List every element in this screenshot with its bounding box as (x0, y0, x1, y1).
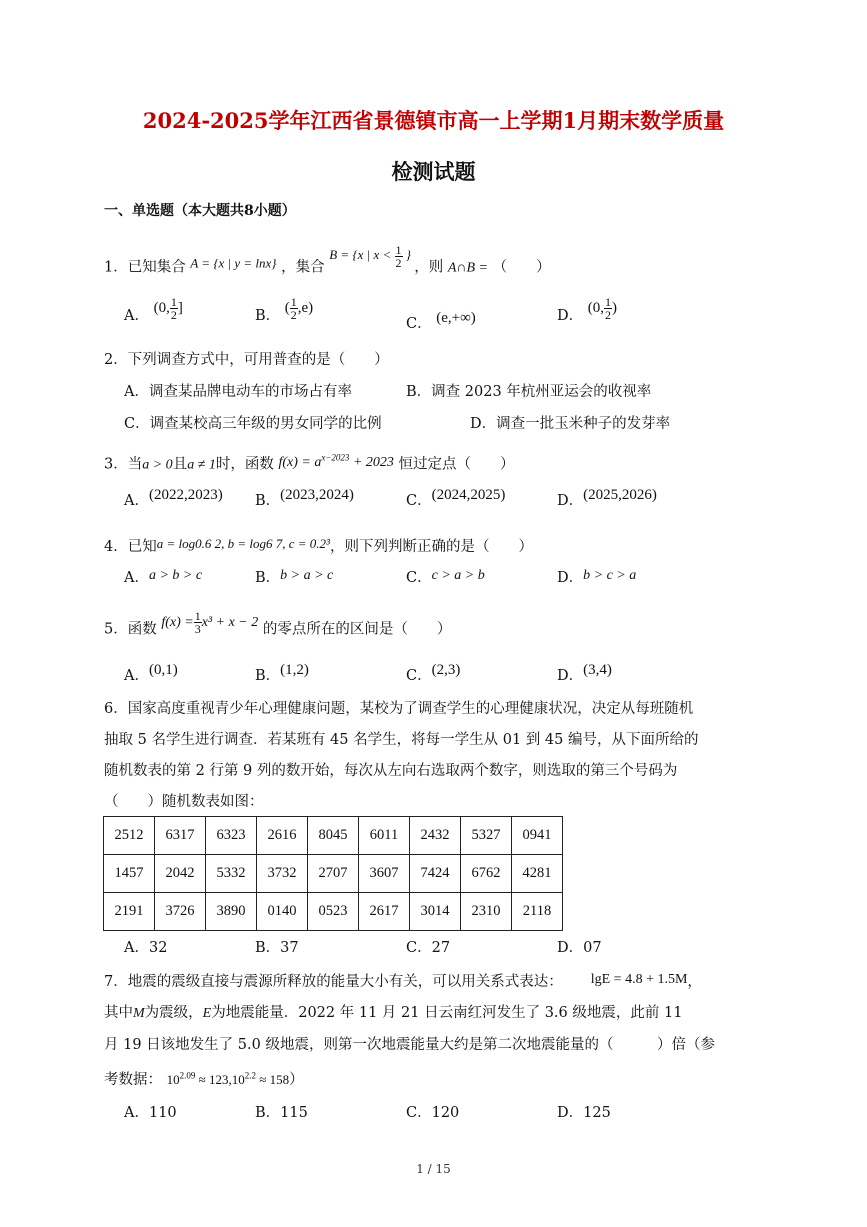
option-value (284, 295, 314, 322)
option-value: c > a > b (431, 568, 485, 583)
q6-line-1: 6．国家高度重视青少年心理健康问题，某校为了调查学生的心理健康状况，决定从每班随机 (104, 701, 694, 717)
table-cell: 6323 (206, 817, 257, 855)
q7-option-d (557, 1101, 611, 1122)
option-label: D． (557, 570, 584, 586)
option-label: D． (557, 940, 584, 956)
option-value: 32 (148, 940, 168, 956)
q7-text-2a: 其中 (104, 1005, 133, 1021)
table-cell: 3014 (410, 893, 461, 931)
q1-option-c (406, 310, 476, 333)
q4-option-d (557, 566, 636, 587)
q3-text-2: 且 (172, 456, 188, 473)
table-cell: 2707 (308, 855, 359, 893)
q7-ref2-base: 10 (231, 1072, 245, 1087)
q7-line-4 (104, 1068, 304, 1089)
q1-set-b-fraction (395, 244, 403, 269)
option-label: B． (255, 307, 281, 324)
q1-set-b-num: 1 (395, 243, 402, 257)
option-value (153, 295, 183, 322)
q5-text-2: 的零点所在的区间是（ ） (262, 621, 452, 638)
table-cell: 5332 (206, 855, 257, 893)
q3-option-c (406, 487, 505, 510)
table-cell: 2432 (410, 817, 461, 855)
q5-text-1: 5．函数 (104, 621, 157, 638)
option-label: C． (406, 1105, 432, 1121)
q3-fn: f(x) = a (278, 454, 322, 470)
question-5 (104, 610, 451, 639)
option-label: B． (255, 493, 281, 509)
q7-ref2-val: ≈ 158 (259, 1072, 290, 1087)
q2-option-a: A．调查某品牌电动车的市场占有率 (124, 384, 352, 400)
table-cell: 2512 (104, 817, 155, 855)
q7-option-a (124, 1101, 177, 1122)
option-label: A． (124, 570, 149, 586)
q1-set-b-den: 2 (395, 256, 402, 270)
q1-stem-c: ，则 (414, 259, 444, 276)
option-label: B． (255, 668, 281, 684)
option-label: B． (255, 940, 281, 956)
q6-line-4: （ ）随机数表如图： (104, 794, 264, 810)
q6-option-a (124, 936, 167, 957)
table-cell: 2616 (257, 817, 308, 855)
q1-d-num: 1 (605, 295, 611, 309)
q1-set-a: A = {x | y = lnx} (190, 255, 277, 271)
option-value: b > a > c (280, 568, 334, 583)
q6-option-d (557, 936, 602, 957)
table-cell: 4281 (512, 855, 563, 893)
page-subtitle: 检测试题 (391, 159, 476, 184)
q7-ref2-exp: 2.2 (244, 1070, 256, 1081)
q7-text-2c: 为地震能量．2022 年 11 月 21 日云南红河发生了 3.6 级地震，此前 11 (211, 1005, 683, 1021)
q1-stem-a: 1．已知集合 (104, 259, 186, 276)
q4-option-c (406, 566, 485, 587)
q5-option-b (255, 662, 309, 685)
q3-option-d (557, 487, 657, 510)
table-cell: 2617 (359, 893, 410, 931)
page-title: 2024-2025学年江西省景德镇市高一上学期1月期末数学质量 (142, 108, 725, 133)
table-cell: 1457 (104, 855, 155, 893)
q1-expression: A∩B = (447, 260, 489, 276)
option-value: (2023,2024) (280, 487, 354, 503)
q5-fn-pre: f(x) = (161, 614, 194, 630)
table-cell: 5327 (461, 817, 512, 855)
q4-text-1: 4．已知 (104, 539, 157, 555)
q6-option-c (406, 936, 450, 957)
q1-a-pre: (0, (153, 299, 170, 316)
table-row (104, 855, 563, 893)
q1-option-a (124, 296, 183, 325)
q1-a-den: 2 (170, 308, 177, 322)
table-cell: 7424 (410, 855, 461, 893)
q1-paren: （ ） (492, 259, 551, 276)
option-label: A． (124, 307, 149, 324)
q2-option-d: D．调查一批玉米种子的发芽率 (470, 416, 671, 432)
q1-option-d (557, 296, 617, 325)
option-value: 110 (148, 1105, 177, 1121)
table-cell: 8045 (308, 817, 359, 855)
q5-option-d (557, 662, 612, 685)
q1-b-fraction (290, 296, 298, 321)
option-label: D． (557, 668, 584, 684)
option-label: D． (557, 493, 584, 509)
q1-d-pre: (0, (587, 299, 604, 316)
q4-option-b (255, 566, 333, 587)
q1-set-b-post: } (405, 247, 411, 263)
option-value: (2022,2023) (148, 487, 223, 503)
option-value: 115 (280, 1105, 308, 1121)
table-row (104, 893, 563, 931)
table-cell: 6317 (155, 817, 206, 855)
q1-a-fraction (170, 296, 178, 321)
q1-b-pre: ( (284, 299, 290, 316)
option-label: C． (406, 570, 432, 586)
q3-cond-2: a ≠ 1 (187, 457, 216, 473)
q5-den: 3 (194, 622, 201, 636)
q7-formula: lgE = 4.8 + 1.5M (590, 972, 688, 987)
q7-var-m: M (133, 1006, 145, 1021)
q3-option-b (255, 487, 354, 510)
q5-function (161, 609, 259, 636)
q3-option-a (124, 487, 223, 510)
q1-stem-b: ，集合 (281, 259, 325, 276)
q3-fn-tail: + 2023 (352, 454, 394, 470)
table-cell: 2310 (461, 893, 512, 931)
question-1 (104, 244, 551, 276)
q7-option-b (255, 1101, 308, 1122)
option-value: (1,2) (280, 662, 309, 678)
table-cell: 0140 (257, 893, 308, 931)
q7-text-1-end: ， (687, 974, 702, 990)
q1-d-den: 2 (605, 308, 611, 322)
q6-line-2: 抽取 5 名学生进行调查．若某班有 45 名学生，将每一学生从 01 到 45 编号，从下面所给的 (104, 732, 699, 748)
option-label: D． (557, 1105, 584, 1121)
option-label: A． (124, 1105, 149, 1121)
q1-set-b (329, 243, 414, 270)
q5-option-a (124, 662, 178, 685)
q7-line-1 (104, 970, 702, 991)
q1-b-den: 2 (290, 308, 297, 322)
question-2: 2．下列调查方式中，可用普查的是（ ） (104, 352, 389, 368)
q3-function (278, 452, 394, 470)
table-cell: 2042 (155, 855, 206, 893)
q2-option-c: C．调查某校高三年级的男女同学的比例 (124, 416, 382, 432)
option-value: (0,1) (148, 662, 178, 678)
option-value: 27 (431, 940, 451, 956)
q4-expression: a = log0.6 2, b = log6 7, c = 0.2³ (156, 536, 330, 551)
q7-line-2 (104, 1001, 682, 1022)
table-cell: 0941 (512, 817, 563, 855)
q6-option-b (255, 936, 299, 957)
option-value: b > c > a (583, 568, 637, 583)
q2-option-b: B．调查 2023 年杭州亚运会的收视率 (406, 384, 652, 400)
q3-cond-1: a > 0 (142, 457, 173, 473)
option-value: (2024,2025) (431, 487, 506, 503)
table-cell: 6762 (461, 855, 512, 893)
random-number-table (103, 816, 563, 931)
option-value: (3,4) (583, 662, 612, 678)
q3-text-3: 时，函数 (215, 456, 274, 473)
q3-text-1: 3．当 (104, 456, 143, 473)
option-value: 07 (583, 940, 602, 956)
q1-option-b (255, 296, 313, 325)
q7-var-e: E (202, 1006, 212, 1021)
table-cell: 6011 (359, 817, 410, 855)
option-label: C． (406, 940, 432, 956)
q7-ref1-exp: 2.09 (179, 1070, 196, 1081)
page-number: 1 / 15 (416, 1162, 451, 1176)
table-cell: 2191 (104, 893, 155, 931)
option-value: 125 (583, 1105, 611, 1121)
q7-reference-data (167, 1072, 290, 1087)
q7-text-4b: ） (289, 1072, 304, 1088)
option-label: A． (124, 493, 149, 509)
option-value: 37 (280, 940, 299, 956)
q5-option-c (406, 662, 460, 685)
q1-set-b-pre: B = {x | x < (329, 247, 392, 263)
option-value: 120 (431, 1105, 460, 1121)
q7-ref1-val: ≈ 123, (198, 1072, 232, 1087)
option-label: B． (255, 570, 281, 586)
option-value: a > b > c (148, 568, 203, 583)
question-4 (104, 535, 533, 556)
q3-exponent: x−2023 (321, 452, 350, 462)
q7-ref1-base: 10 (166, 1072, 180, 1087)
option-value: (2025,2026) (583, 487, 657, 503)
q7-text-2b: 为震级， (144, 1005, 203, 1021)
q1-d-post: ) (612, 299, 617, 316)
q6-line-3: 随机数表的第 2 行第 9 列的数开始，每次从左向右选取两个数字，则选取的第三个号码为 (104, 763, 678, 779)
q5-num: 1 (194, 609, 201, 623)
question-3 (104, 452, 515, 474)
q1-a-num: 1 (170, 295, 177, 309)
option-value: (e,+∞) (436, 310, 476, 326)
option-label: A． (124, 668, 149, 684)
option-label: D． (557, 307, 584, 324)
table-cell: 3732 (257, 855, 308, 893)
q4-option-a (124, 566, 202, 587)
table-cell: 0523 (308, 893, 359, 931)
option-value (587, 295, 617, 322)
section-heading: 一、单选题（本大题共8小题） (104, 203, 296, 219)
table-cell: 2118 (512, 893, 563, 931)
option-label: C． (406, 668, 432, 684)
option-label: C． (406, 493, 432, 509)
q3-text-4: 恒过定点（ ） (398, 456, 515, 473)
option-label: B． (255, 1105, 281, 1121)
q7-line-3: 月 19 日该地发生了 5.0 级地震，则第一次地震能量大约是第二次地震能量的（ ）倍（参 (104, 1037, 715, 1053)
option-value: (2,3) (431, 662, 461, 678)
q4-text-2: ，则下列判断正确的是（ ） (329, 539, 533, 555)
table-cell: 3607 (359, 855, 410, 893)
table-cell: 3890 (206, 893, 257, 931)
q5-fn-post: x³ + x − 2 (201, 614, 259, 630)
option-label: A． (124, 940, 149, 956)
table-row (104, 817, 563, 855)
q7-option-c (406, 1101, 459, 1122)
q1-b-post: ,e) (297, 299, 314, 316)
q7-text-4a: 考数据： (104, 1072, 162, 1088)
table-cell: 3726 (155, 893, 206, 931)
option-label: C． (406, 316, 432, 332)
q1-d-fraction (604, 296, 612, 321)
q1-b-num: 1 (290, 295, 297, 309)
q7-text-1: 7．地震的震级直接与震源所释放的能量大小有关，可以用关系式表达： (104, 974, 563, 990)
q5-fraction (194, 610, 202, 635)
q1-a-post: ] (177, 299, 183, 316)
